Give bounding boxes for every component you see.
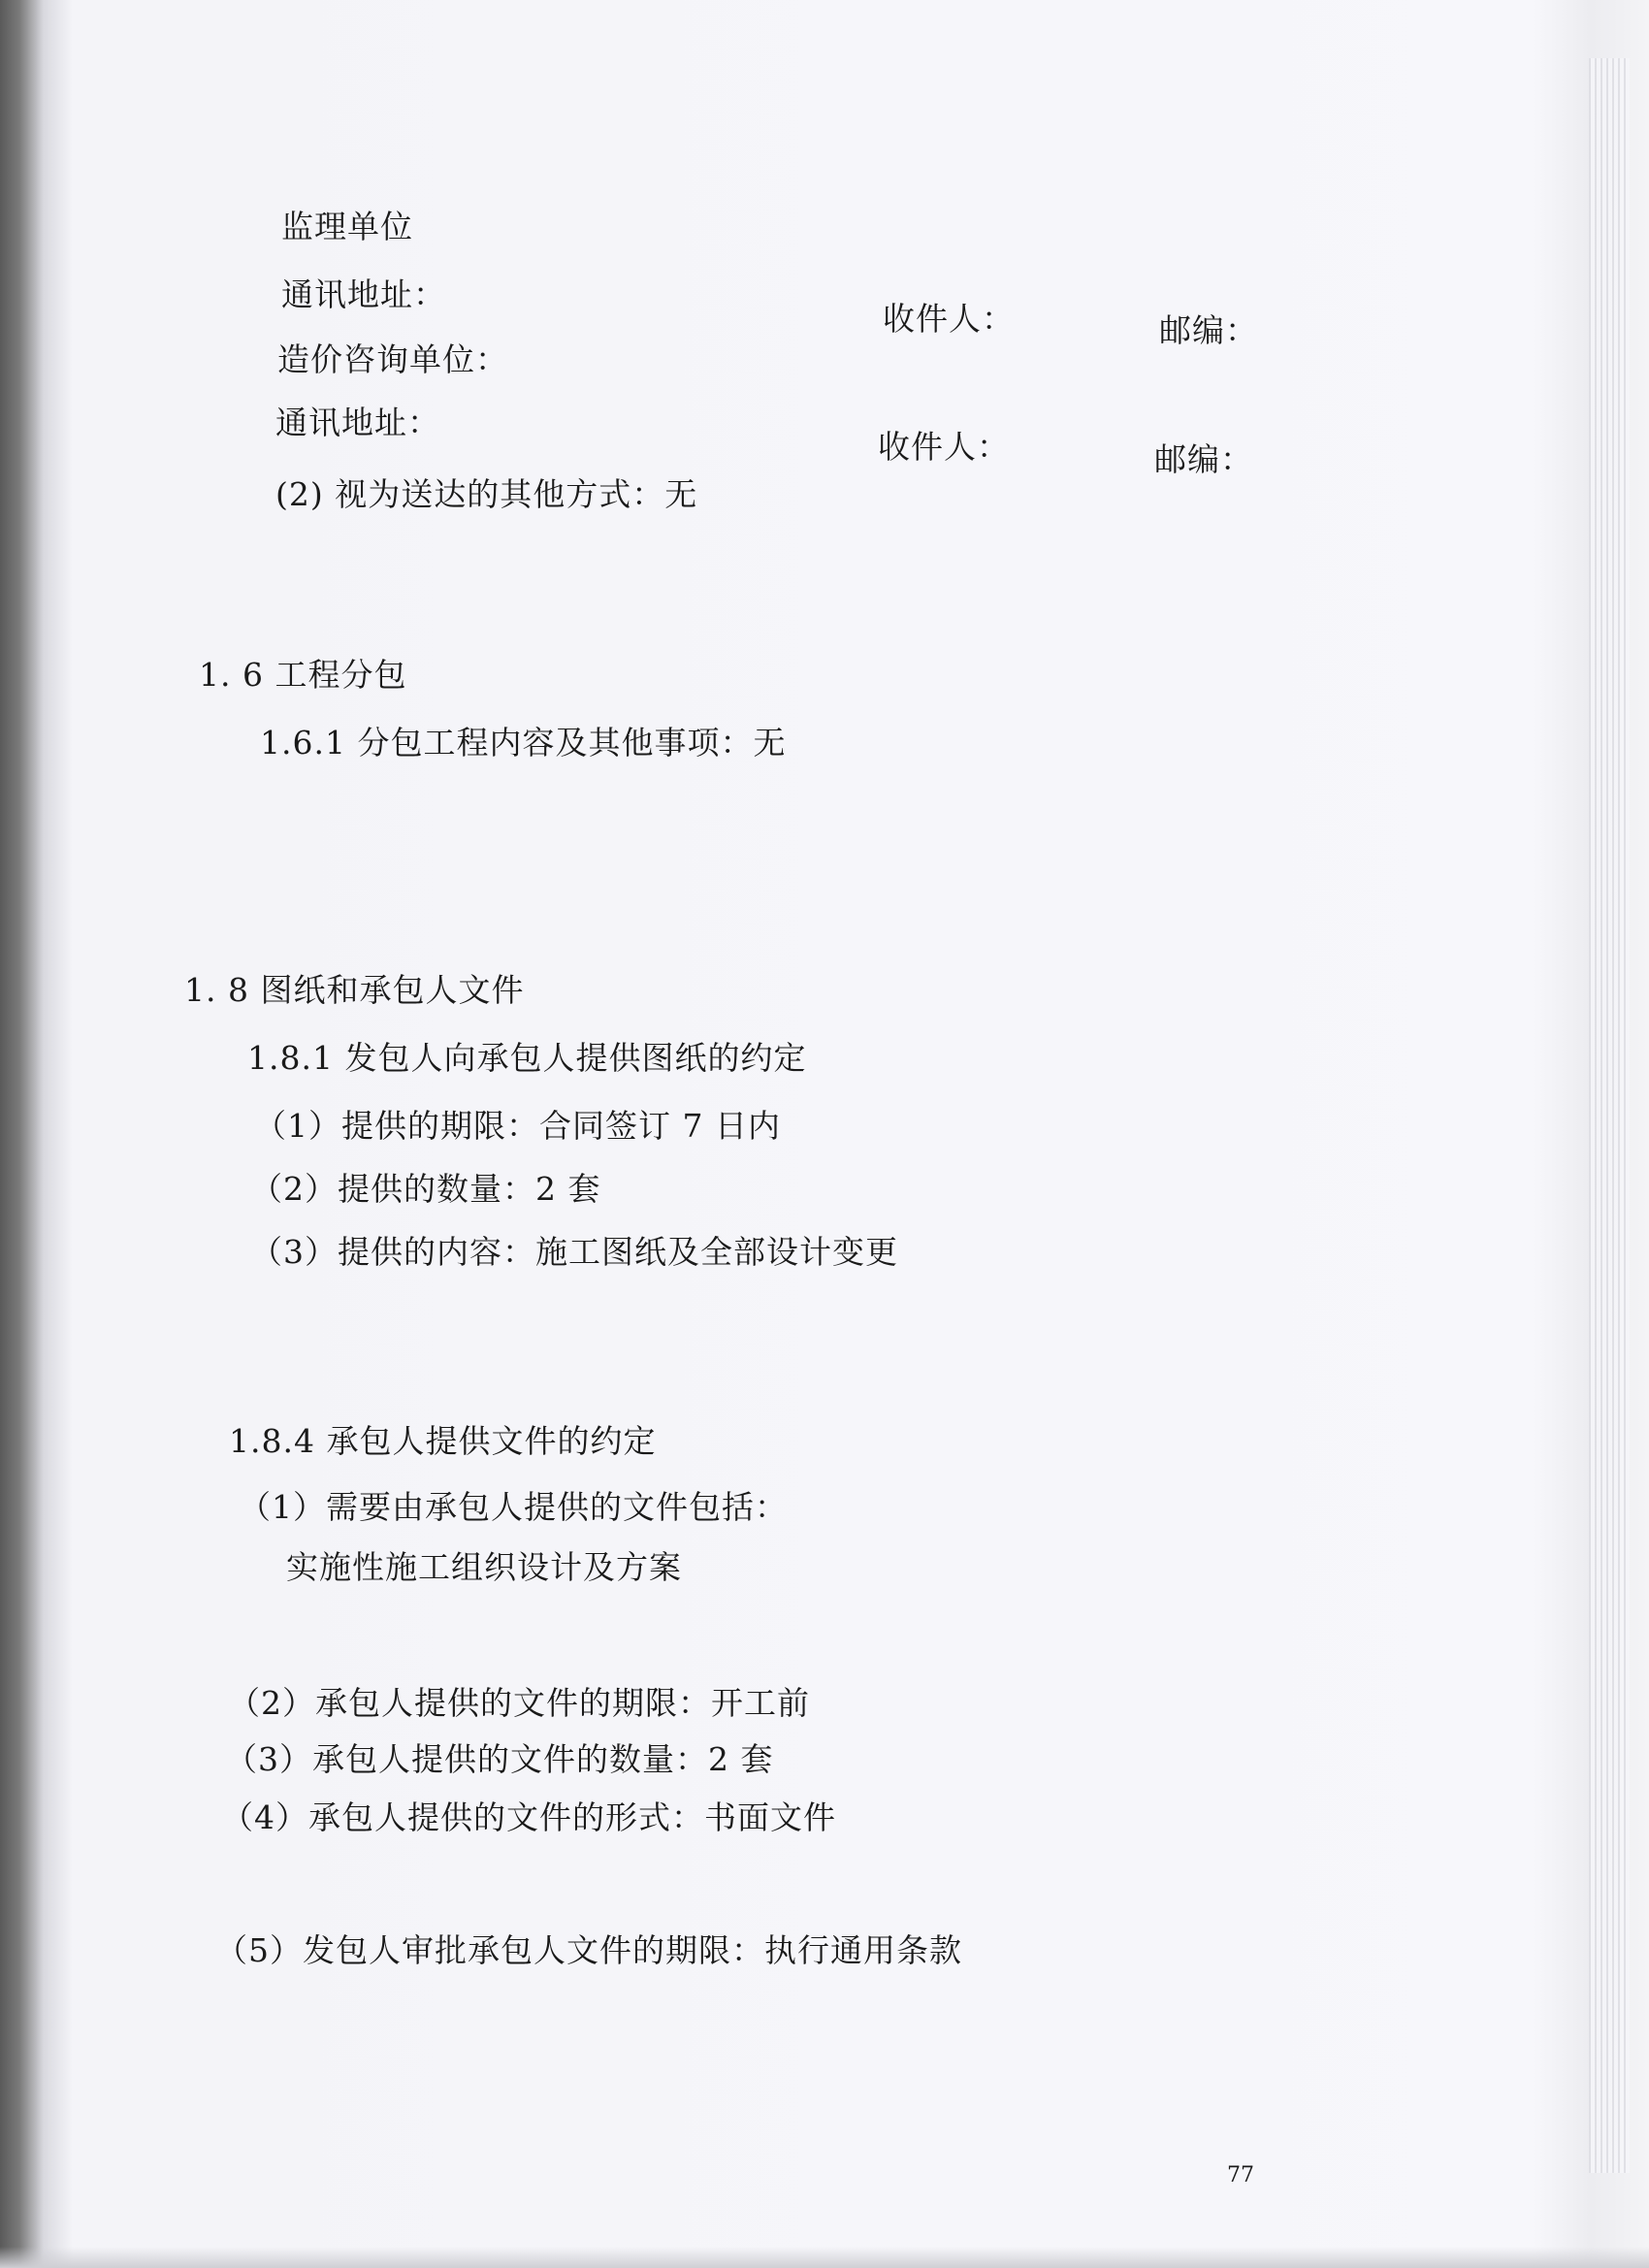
- item-1-8-1: 1.8.1 发包人向承包人提供图纸的约定: [247, 1039, 807, 1077]
- section-1-8-heading: 1. 8 图纸和承包人文件: [184, 971, 525, 1009]
- page-number: 77: [1227, 2163, 1254, 2187]
- supervisor-recipient-label: 收件人：: [883, 300, 1015, 338]
- section-1-6-heading: 1. 6 工程分包: [199, 656, 407, 694]
- drawing-term-content: （3）提供的内容：施工图纸及全部设计变更: [250, 1233, 898, 1271]
- contractor-documents-list-detail: 实施性施工组织设计及方案: [286, 1548, 682, 1586]
- drawing-term-period: （1）提供的期限：合同签订 7 日内: [254, 1107, 781, 1145]
- cost-consulting-unit-label: 造价咨询单位：: [277, 340, 508, 378]
- page-bottom-shadow: [0, 2247, 1649, 2268]
- stacked-page-edges: [1589, 58, 1630, 2173]
- drawing-term-quantity: （2）提供的数量：2 套: [250, 1170, 601, 1208]
- contractor-documents-list-label: （1）需要由承包人提供的文件包括：: [239, 1488, 788, 1526]
- item-1-6-1: 1.6.1 分包工程内容及其他事项：无: [260, 724, 787, 761]
- cost-address-label: 通讯地址：: [275, 404, 440, 441]
- contractor-documents-period: （2）承包人提供的文件的期限：开工前: [228, 1684, 810, 1722]
- supervisor-address-label: 通讯地址：: [281, 275, 446, 313]
- supervisor-unit-label: 监理单位: [281, 208, 413, 245]
- supervisor-postcode-label: 邮编：: [1159, 311, 1258, 349]
- item-1-8-4: 1.8.4 承包人提供文件的约定: [229, 1422, 657, 1460]
- contractor-documents-quantity: （3）承包人提供的文件的数量：2 套: [225, 1740, 774, 1778]
- cost-postcode-label: 邮编：: [1154, 440, 1253, 478]
- other-delivery-method: (2) 视为送达的其他方式：无: [275, 475, 698, 513]
- employer-approval-period: （5）发包人审批承包人文件的期限：执行通用条款: [215, 1931, 962, 1969]
- contractor-documents-form: （4）承包人提供的文件的形式：书面文件: [221, 1798, 836, 1836]
- cost-recipient-label: 收件人：: [878, 428, 1010, 466]
